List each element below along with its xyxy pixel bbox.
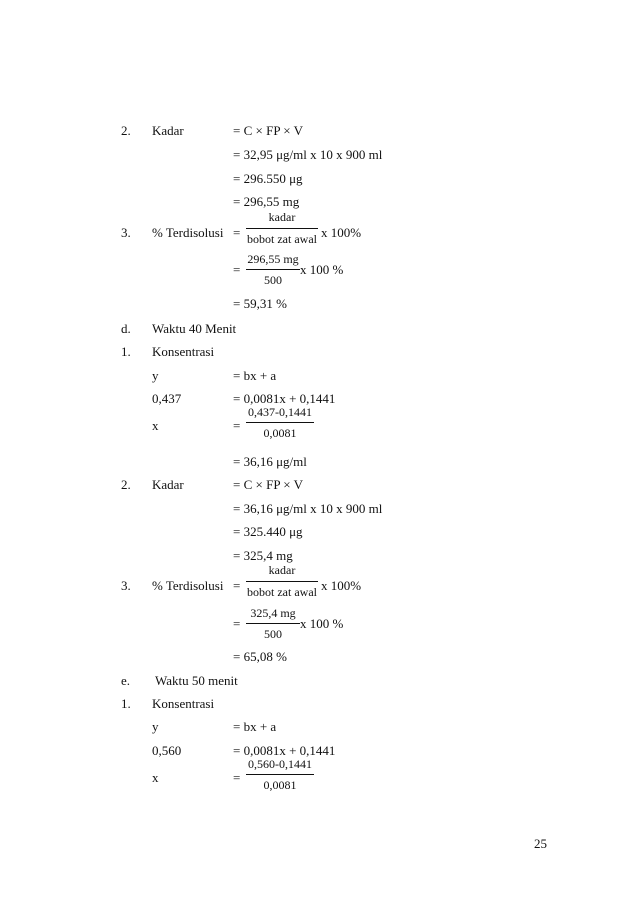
formula-line: = C × FP × V [233,123,304,138]
variable-y: y [152,719,159,734]
equals-sign: = [233,418,241,433]
fraction-bar [246,774,314,775]
fraction-bar [246,228,318,229]
item-label-terdisolusi: % Terdisolusi [152,578,224,593]
result-line: = 59,31 % [233,296,287,311]
variable-y: y [152,368,159,383]
multiplier: x 100 % [300,616,344,631]
fraction-numerator: 0,437-0,1441 [248,405,312,419]
formula-line: = 36,16 μg/ml x 10 x 900 ml [233,501,383,516]
item-label-konsentrasi: Konsentrasi [152,696,215,711]
item-label-terdisolusi: % Terdisolusi [152,225,224,240]
variable-x: x [152,770,159,785]
page-number: 25 [534,836,547,851]
result-line: = 65,08 % [233,649,287,664]
equals-sign: = [233,225,241,240]
fraction-bar [246,422,314,423]
y-value: 0,437 [152,391,182,406]
fraction-denominator: 0,0081 [263,778,297,792]
multiplier: x 100 % [300,262,344,277]
variable-x: x [152,418,159,433]
fraction-denominator: 0,0081 [263,426,297,440]
equals-sign: = [233,262,241,277]
fraction-numerator: kadar [268,563,296,577]
fraction-bar [246,269,300,270]
y-value: 0,560 [152,743,182,758]
equals-sign: = [233,578,241,593]
section-title: Waktu 50 menit [155,673,238,688]
fraction-denominator: 500 [264,273,282,287]
equals-sign: = [233,770,241,785]
fraction-bar [246,581,318,582]
formula-line: = 296,55 mg [233,194,300,209]
section-title: Waktu 40 Menit [152,321,237,336]
section-letter: e. [121,673,131,688]
fraction-denominator: bobot zat awal [247,585,317,599]
fraction-denominator: 500 [264,627,282,641]
fraction-numerator: 296,55 mg [247,252,299,266]
item-number: 1. [121,696,131,711]
item-label-kadar: Kadar [152,123,184,138]
formula-line: = 0,0081x + 0,1441 [233,391,336,406]
item-number: 3. [121,225,131,240]
formula-line: = 325,4 mg [233,548,293,563]
equals-sign: = [233,616,241,631]
fraction-numerator: kadar [268,210,296,224]
formula-line: = 0,0081x + 0,1441 [233,743,336,758]
formula-line: = 325.440 μg [233,524,303,539]
section-letter: d. [121,321,131,336]
formula-line: = C × FP × V [233,477,304,492]
formula-line: = 32,95 μg/ml x 10 x 900 ml [233,147,383,162]
formula-line: = 296.550 μg [233,171,303,186]
result-line: = 36,16 μg/ml [233,454,307,469]
fraction-numerator: 325,4 mg [250,606,296,620]
fraction-denominator: bobot zat awal [247,232,317,246]
fraction-numerator: 0,560-0,1441 [248,757,312,771]
item-label-konsentrasi: Konsentrasi [152,344,215,359]
item-number: 3. [121,578,131,593]
formula-line: = bx + a [233,719,277,734]
item-number: 1. [121,344,131,359]
item-number: 2. [121,477,131,492]
item-label-kadar: Kadar [152,477,184,492]
multiplier: x 100% [321,225,362,240]
formula-line: = bx + a [233,368,277,383]
item-number: 2. [121,123,131,138]
fraction-bar [246,623,300,624]
multiplier: x 100% [321,578,362,593]
